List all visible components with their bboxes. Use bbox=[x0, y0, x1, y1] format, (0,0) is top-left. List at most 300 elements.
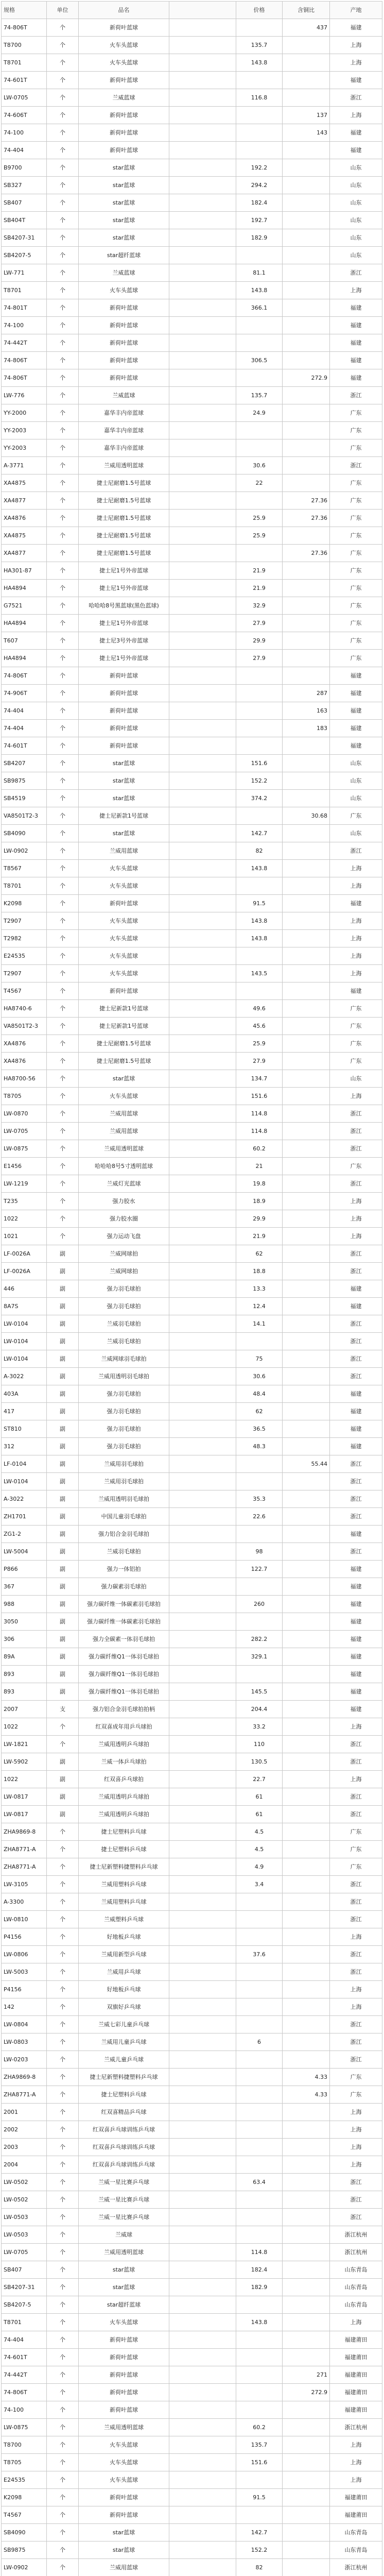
cell-blank bbox=[169, 2471, 236, 2489]
cell-spec: T235 bbox=[2, 1193, 47, 1210]
cell-blank bbox=[169, 1105, 236, 1123]
table-row bbox=[2, 229, 382, 247]
cell-product: 兰威羽毛球拍 bbox=[79, 1315, 169, 1333]
table-row bbox=[2, 1841, 382, 1858]
table-row bbox=[2, 2279, 382, 2296]
cell-blank bbox=[169, 474, 236, 492]
cell-blank bbox=[169, 2261, 236, 2279]
cell-price bbox=[236, 2209, 283, 2226]
cell-copper-ratio bbox=[283, 1841, 330, 1858]
cell-price bbox=[236, 877, 283, 895]
cell-product: 强力碳纤维Q1一体羽毛球拍 bbox=[79, 1648, 169, 1666]
cell-spec: 2007 bbox=[2, 1701, 47, 1718]
cell-price: 182.4 bbox=[236, 2261, 283, 2279]
cell-price: 60.2 bbox=[236, 2419, 283, 2436]
cell-spec: T2907 bbox=[2, 965, 47, 982]
cell-unit: 个 bbox=[47, 89, 79, 107]
cell-unit: 个 bbox=[47, 72, 79, 89]
cell-origin: 浙江 bbox=[330, 1368, 382, 1385]
cell-blank bbox=[169, 842, 236, 860]
cell-price bbox=[236, 1473, 283, 1490]
cell-unit: 个 bbox=[47, 632, 79, 650]
table-row bbox=[2, 1648, 382, 1666]
cell-copper-ratio bbox=[283, 772, 330, 790]
cell-price bbox=[236, 334, 283, 352]
cell-spec: LW-0203 bbox=[2, 2051, 47, 2069]
cell-blank bbox=[169, 1683, 236, 1701]
cell-unit: 个 bbox=[47, 615, 79, 632]
cell-origin: 浙江 bbox=[330, 1333, 382, 1350]
cell-product: 兰威用蓝球 bbox=[79, 842, 169, 860]
cell-unit: 个 bbox=[47, 2401, 79, 2419]
cell-copper-ratio bbox=[283, 1858, 330, 1876]
cell-product: 兰威网球拍 bbox=[79, 1263, 169, 1280]
cell-spec: 2002 bbox=[2, 2121, 47, 2139]
cell-origin: 上海 bbox=[330, 54, 382, 72]
cell-price: 21.9 bbox=[236, 1228, 283, 1245]
cell-price: 143.8 bbox=[236, 54, 283, 72]
table-row bbox=[2, 1193, 382, 1210]
cell-spec: HA301-87 bbox=[2, 562, 47, 580]
cell-copper-ratio: 30.68 bbox=[283, 807, 330, 825]
cell-blank bbox=[169, 37, 236, 54]
cell-unit: 个 bbox=[47, 352, 79, 369]
cell-product: 新荷叶蓝球 bbox=[79, 982, 169, 1000]
cell-unit: 个 bbox=[47, 247, 79, 264]
table-row bbox=[2, 1315, 382, 1333]
table-row bbox=[2, 685, 382, 702]
cell-price: 21.9 bbox=[236, 562, 283, 580]
cell-price: 25.9 bbox=[236, 510, 283, 527]
cell-blank bbox=[169, 1526, 236, 1543]
cell-blank bbox=[169, 632, 236, 650]
table-row bbox=[2, 2033, 382, 2051]
cell-unit: 个 bbox=[47, 1823, 79, 1841]
cell-origin: 广东 bbox=[330, 1823, 382, 1841]
cell-spec: LW-0803 bbox=[2, 2033, 47, 2051]
cell-blank bbox=[169, 2279, 236, 2296]
cell-spec: LW-5003 bbox=[2, 1963, 47, 1981]
cell-unit: 个 bbox=[47, 1053, 79, 1070]
cell-spec: LW-0104 bbox=[2, 1315, 47, 1333]
cell-copper-ratio bbox=[283, 1631, 330, 1648]
cell-unit: 个 bbox=[47, 142, 79, 159]
cell-origin: 福建 bbox=[330, 1420, 382, 1438]
cell-spec: XA4876 bbox=[2, 1035, 47, 1053]
cell-spec: SB4207-31 bbox=[2, 229, 47, 247]
table-row bbox=[2, 159, 382, 177]
cell-origin: 浙江 bbox=[330, 1245, 382, 1263]
cell-blank bbox=[169, 404, 236, 422]
cell-spec: T607 bbox=[2, 632, 47, 650]
cell-unit: 个 bbox=[47, 2419, 79, 2436]
cell-origin: 山东 bbox=[330, 825, 382, 842]
cell-origin: 广东 bbox=[330, 474, 382, 492]
cell-blank bbox=[169, 352, 236, 369]
cell-blank bbox=[169, 439, 236, 457]
table-row bbox=[2, 755, 382, 772]
cell-product: 强力胶水圈 bbox=[79, 1210, 169, 1228]
cell-copper-ratio bbox=[283, 737, 330, 755]
cell-price bbox=[236, 1963, 283, 1981]
cell-origin: 福建 bbox=[330, 142, 382, 159]
cell-unit: 个 bbox=[47, 842, 79, 860]
cell-price bbox=[236, 1578, 283, 1596]
cell-blank bbox=[169, 790, 236, 807]
cell-copper-ratio bbox=[283, 1701, 330, 1718]
cell-origin: 福建 bbox=[330, 702, 382, 720]
cell-price: 61 bbox=[236, 1806, 283, 1823]
cell-copper-ratio bbox=[283, 2051, 330, 2069]
cell-spec: LF-0026A bbox=[2, 1263, 47, 1280]
cell-spec: 74-442T bbox=[2, 2366, 47, 2384]
cell-origin: 山东 bbox=[330, 177, 382, 194]
cell-price bbox=[236, 2069, 283, 2086]
cell-copper-ratio bbox=[283, 264, 330, 282]
cell-spec: 1022 bbox=[2, 1771, 47, 1788]
table-row bbox=[2, 2489, 382, 2506]
cell-unit: 个 bbox=[47, 527, 79, 545]
table-row bbox=[2, 790, 382, 807]
cell-spec: 3050 bbox=[2, 1613, 47, 1631]
cell-price bbox=[236, 1526, 283, 1543]
cell-product: 嘉华丰内帝蓝球 bbox=[79, 422, 169, 439]
cell-price: 282.2 bbox=[236, 1631, 283, 1648]
cell-product: 新荷叶蓝球 bbox=[79, 2506, 169, 2524]
cell-copper-ratio bbox=[283, 877, 330, 895]
cell-copper-ratio bbox=[283, 1823, 330, 1841]
table-row bbox=[2, 2016, 382, 2033]
cell-spec: 74-801T bbox=[2, 299, 47, 317]
table-row bbox=[2, 895, 382, 912]
cell-price: 151.6 bbox=[236, 755, 283, 772]
cell-spec: 74-806T bbox=[2, 369, 47, 387]
cell-blank bbox=[169, 1245, 236, 1263]
cell-spec: LW-0875 bbox=[2, 1140, 47, 1158]
cell-price: 22.6 bbox=[236, 1508, 283, 1526]
cell-origin: 上海 bbox=[330, 1718, 382, 1736]
cell-price: 27.9 bbox=[236, 615, 283, 632]
cell-price bbox=[236, 1928, 283, 1946]
cell-blank bbox=[169, 1701, 236, 1718]
table-row bbox=[2, 72, 382, 89]
cell-unit: 个 bbox=[47, 2139, 79, 2156]
cell-unit: 个 bbox=[47, 1070, 79, 1088]
cell-spec: HA4894 bbox=[2, 615, 47, 632]
header-row bbox=[2, 2, 382, 19]
table-row bbox=[2, 2541, 382, 2559]
cell-blank bbox=[169, 597, 236, 615]
cell-origin: 浙江 bbox=[330, 1753, 382, 1771]
cell-copper-ratio bbox=[283, 1210, 330, 1228]
cell-price bbox=[236, 1911, 283, 1928]
table-row bbox=[2, 615, 382, 632]
cell-blank bbox=[169, 2559, 236, 2576]
table-row bbox=[2, 1543, 382, 1561]
cell-unit: 副 bbox=[47, 1753, 79, 1771]
cell-origin: 浙江 bbox=[330, 1911, 382, 1928]
cell-copper-ratio bbox=[283, 982, 330, 1000]
cell-copper-ratio bbox=[283, 54, 330, 72]
cell-origin: 浙江 bbox=[330, 1490, 382, 1508]
cell-blank bbox=[169, 1228, 236, 1245]
cell-origin: 广东 bbox=[330, 1035, 382, 1053]
cell-copper-ratio bbox=[283, 2454, 330, 2471]
cell-product: 双旗好乒乓球 bbox=[79, 1998, 169, 2016]
cell-unit: 个 bbox=[47, 702, 79, 720]
cell-product: 火车头蓝球 bbox=[79, 965, 169, 982]
cell-origin: 浙江 bbox=[330, 1473, 382, 1490]
cell-unit: 个 bbox=[47, 1963, 79, 1981]
cell-product: star蓝球 bbox=[79, 2261, 169, 2279]
cell-spec: T8701 bbox=[2, 282, 47, 299]
cell-product: 嘉华丰内帝蓝球 bbox=[79, 439, 169, 457]
table-row bbox=[2, 422, 382, 439]
cell-copper-ratio bbox=[283, 1350, 330, 1368]
table-row bbox=[2, 2051, 382, 2069]
cell-copper-ratio bbox=[283, 1315, 330, 1333]
cell-blank bbox=[169, 2069, 236, 2086]
cell-product: 新荷叶蓝球 bbox=[79, 737, 169, 755]
cell-price bbox=[236, 545, 283, 562]
cell-price bbox=[236, 947, 283, 965]
cell-blank bbox=[169, 1070, 236, 1088]
cell-unit: 副 bbox=[47, 1280, 79, 1298]
cell-origin: 广东 bbox=[330, 1841, 382, 1858]
cell-unit: 个 bbox=[47, 212, 79, 229]
cell-blank bbox=[169, 702, 236, 720]
cell-copper-ratio bbox=[283, 1771, 330, 1788]
cell-unit: 个 bbox=[47, 369, 79, 387]
cell-origin: 福建 bbox=[330, 317, 382, 334]
cell-spec: T8705 bbox=[2, 1088, 47, 1105]
cell-price: 135.7 bbox=[236, 387, 283, 404]
cell-origin: 上海 bbox=[330, 2471, 382, 2489]
cell-blank bbox=[169, 1280, 236, 1298]
cell-unit: 个 bbox=[47, 317, 79, 334]
table-row bbox=[2, 632, 382, 650]
cell-unit: 个 bbox=[47, 685, 79, 702]
cell-origin: 福建莆田 bbox=[330, 2506, 382, 2524]
cell-product: 新荷叶蓝球 bbox=[79, 72, 169, 89]
cell-price: 143.8 bbox=[236, 930, 283, 947]
table-row bbox=[2, 1893, 382, 1911]
cell-price: 182.4 bbox=[236, 194, 283, 212]
cell-spec: SB4090 bbox=[2, 2524, 47, 2541]
cell-price bbox=[236, 2086, 283, 2104]
cell-spec: LW-0503 bbox=[2, 2226, 47, 2244]
table-row bbox=[2, 912, 382, 930]
cell-unit: 个 bbox=[47, 737, 79, 755]
table-row bbox=[2, 1298, 382, 1315]
cell-product: 兰威用蓝球 bbox=[79, 1105, 169, 1123]
cell-product: 兰威网球羽毛球拍 bbox=[79, 1350, 169, 1368]
table-row bbox=[2, 2174, 382, 2191]
cell-copper-ratio: 4.33 bbox=[283, 2086, 330, 2104]
cell-origin: 上海 bbox=[330, 2454, 382, 2471]
cell-unit: 个 bbox=[47, 2121, 79, 2139]
cell-spec: 2003 bbox=[2, 2139, 47, 2156]
cell-price: 13.3 bbox=[236, 1280, 283, 1298]
cell-copper-ratio bbox=[283, 457, 330, 474]
cell-price: 18.9 bbox=[236, 1193, 283, 1210]
cell-unit: 副 bbox=[47, 1315, 79, 1333]
cell-product: 火车头蓝球 bbox=[79, 860, 169, 877]
table-row bbox=[2, 510, 382, 527]
cell-blank bbox=[169, 1368, 236, 1385]
cell-copper-ratio bbox=[283, 2331, 330, 2349]
cell-unit: 个 bbox=[47, 510, 79, 527]
cell-price: 329.1 bbox=[236, 1648, 283, 1666]
table-row bbox=[2, 19, 382, 37]
cell-copper-ratio bbox=[283, 2244, 330, 2261]
cell-copper-ratio bbox=[283, 947, 330, 965]
cell-copper-ratio bbox=[283, 2226, 330, 2244]
table-row bbox=[2, 860, 382, 877]
table-row bbox=[2, 282, 382, 299]
cell-spec: 74-404 bbox=[2, 2331, 47, 2349]
cell-copper-ratio bbox=[283, 1998, 330, 2016]
cell-copper-ratio bbox=[283, 1718, 330, 1736]
cell-product: 红双喜精品乒乓球 bbox=[79, 2104, 169, 2121]
cell-blank bbox=[169, 807, 236, 825]
cell-price: 4.9 bbox=[236, 1858, 283, 1876]
cell-origin: 山东 bbox=[330, 159, 382, 177]
table-row bbox=[2, 177, 382, 194]
table-row bbox=[2, 1858, 382, 1876]
cell-price: 4.5 bbox=[236, 1841, 283, 1858]
cell-copper-ratio bbox=[283, 1035, 330, 1053]
cell-spec: ST810 bbox=[2, 1420, 47, 1438]
table-row bbox=[2, 1928, 382, 1946]
cell-product: 兰威网球拍 bbox=[79, 1245, 169, 1263]
cell-blank bbox=[169, 89, 236, 107]
cell-origin: 浙江 bbox=[330, 1315, 382, 1333]
cell-unit: 副 bbox=[47, 1368, 79, 1385]
cell-spec: T8700 bbox=[2, 2436, 47, 2454]
cell-price bbox=[236, 2384, 283, 2401]
cell-price: 82 bbox=[236, 2559, 283, 2576]
cell-price bbox=[236, 2506, 283, 2524]
cell-product: 强力羽毛球拍 bbox=[79, 1280, 169, 1298]
cell-spec: XA4875 bbox=[2, 527, 47, 545]
cell-unit: 个 bbox=[47, 107, 79, 124]
cell-copper-ratio: 183 bbox=[283, 720, 330, 737]
header-origin: 产地 bbox=[330, 2, 382, 19]
cell-blank bbox=[169, 229, 236, 247]
cell-blank bbox=[169, 1981, 236, 1998]
cell-unit: 个 bbox=[47, 54, 79, 72]
cell-blank bbox=[169, 1350, 236, 1368]
cell-price: 122.7 bbox=[236, 1561, 283, 1578]
cell-product: 新荷叶蓝球 bbox=[79, 2366, 169, 2384]
cell-price bbox=[236, 2296, 283, 2314]
cell-spec: YY-2003 bbox=[2, 439, 47, 457]
cell-unit: 个 bbox=[47, 912, 79, 930]
cell-copper-ratio bbox=[283, 2471, 330, 2489]
cell-price bbox=[236, 19, 283, 37]
cell-product: 兰威用塑料乒乓球 bbox=[79, 1876, 169, 1893]
cell-unit: 个 bbox=[47, 1228, 79, 1245]
cell-origin: 上海 bbox=[330, 965, 382, 982]
cell-product: 好地板乒乓球 bbox=[79, 1981, 169, 1998]
cell-copper-ratio bbox=[283, 1403, 330, 1420]
cell-origin: 福建 bbox=[330, 334, 382, 352]
cell-spec: A-3771 bbox=[2, 457, 47, 474]
cell-product: 兰威用羽毛球拍 bbox=[79, 1473, 169, 1490]
cell-unit: 个 bbox=[47, 562, 79, 580]
cell-price: 48.4 bbox=[236, 1385, 283, 1403]
cell-origin: 浙江 bbox=[330, 2209, 382, 2226]
cell-blank bbox=[169, 387, 236, 404]
table-row bbox=[2, 1981, 382, 1998]
table-row bbox=[2, 1473, 382, 1490]
cell-blank bbox=[169, 2436, 236, 2454]
cell-unit: 个 bbox=[47, 404, 79, 422]
cell-price: 143.8 bbox=[236, 860, 283, 877]
table-row bbox=[2, 369, 382, 387]
cell-copper-ratio bbox=[283, 1053, 330, 1070]
cell-price bbox=[236, 439, 283, 457]
cell-spec: T2982 bbox=[2, 930, 47, 947]
cell-blank bbox=[169, 1490, 236, 1508]
cell-product: 红双喜乒乓球拍 bbox=[79, 1771, 169, 1788]
cell-spec: 403A bbox=[2, 1385, 47, 1403]
cell-spec: VA8501T2-3 bbox=[2, 1018, 47, 1035]
cell-price bbox=[236, 492, 283, 510]
cell-spec: 74-100 bbox=[2, 2401, 47, 2419]
cell-origin: 上海 bbox=[330, 1998, 382, 2016]
cell-blank bbox=[169, 1035, 236, 1053]
cell-origin: 福建 bbox=[330, 1526, 382, 1543]
cell-spec: K2098 bbox=[2, 2489, 47, 2506]
cell-origin: 福建 bbox=[330, 352, 382, 369]
cell-spec: LW-3105 bbox=[2, 1876, 47, 1893]
cell-copper-ratio bbox=[283, 1981, 330, 1998]
table-row bbox=[2, 2454, 382, 2471]
cell-product: 兰威蓝球 bbox=[79, 264, 169, 282]
cell-unit: 副 bbox=[47, 1578, 79, 1596]
cell-copper-ratio bbox=[283, 2033, 330, 2051]
table-row bbox=[2, 1210, 382, 1228]
cell-product: 火车头蓝球 bbox=[79, 54, 169, 72]
cell-price bbox=[236, 2051, 283, 2069]
cell-unit: 个 bbox=[47, 2331, 79, 2349]
cell-blank bbox=[169, 212, 236, 229]
table-row bbox=[2, 439, 382, 457]
table-row bbox=[2, 1280, 382, 1298]
cell-spec: 446 bbox=[2, 1280, 47, 1298]
cell-spec: ZHA8771-A bbox=[2, 2086, 47, 2104]
cell-spec: T8567 bbox=[2, 860, 47, 877]
cell-spec: XA4876 bbox=[2, 510, 47, 527]
cell-spec: T2907 bbox=[2, 912, 47, 930]
cell-copper-ratio bbox=[283, 930, 330, 947]
cell-price: 135.7 bbox=[236, 37, 283, 54]
cell-spec: LW-0902 bbox=[2, 2559, 47, 2576]
cell-blank bbox=[169, 1385, 236, 1403]
price-table bbox=[1, 1, 382, 2576]
cell-origin: 上海 bbox=[330, 1981, 382, 1998]
cell-spec: SB404T bbox=[2, 212, 47, 229]
cell-spec: XA4877 bbox=[2, 545, 47, 562]
cell-unit: 个 bbox=[47, 2086, 79, 2104]
table-row bbox=[2, 2419, 382, 2436]
cell-product: 新荷叶蓝球 bbox=[79, 142, 169, 159]
cell-origin: 广东 bbox=[330, 510, 382, 527]
cell-copper-ratio bbox=[283, 580, 330, 597]
cell-price bbox=[236, 2401, 283, 2419]
